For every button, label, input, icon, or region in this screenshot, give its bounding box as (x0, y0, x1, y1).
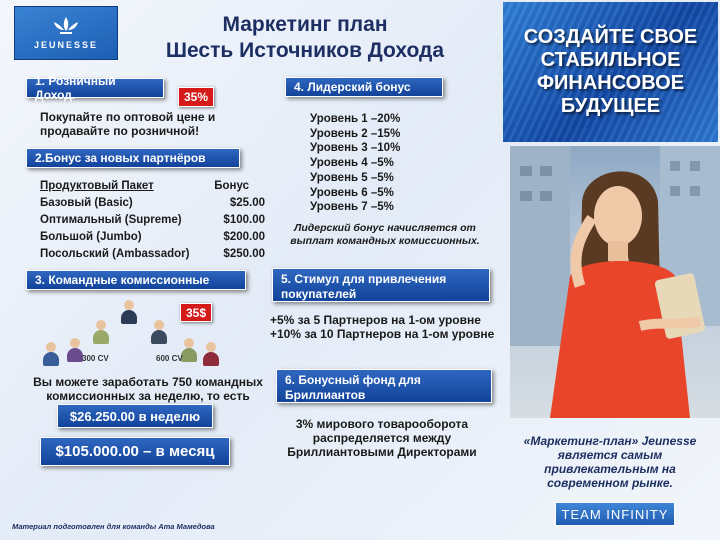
cv-right: 600 CV (156, 354, 183, 363)
package-name: Посольский (Ambassador) (40, 247, 190, 260)
level-item: Уровень 7 –5% (310, 201, 394, 214)
level-item: Уровень 3 –10% (310, 142, 401, 155)
level-item: Уровень 2 –15% (310, 127, 401, 140)
team-text-2: комиссионных за неделю, то есть (46, 389, 250, 403)
weekly-amount: $26.250.00 в неделю (57, 404, 213, 428)
bonus-pool-line-3: Бриллиантовыми Директорами (287, 445, 477, 459)
person-icon (42, 342, 60, 368)
person-icon (92, 320, 110, 346)
person-icon (202, 342, 220, 368)
retail-text-1: Покупайте по оптовой цене и (40, 110, 216, 124)
col-package: Продуктовый Пакет (40, 179, 154, 192)
package-bonus: $25.00 (229, 196, 265, 209)
bonus-table (40, 177, 265, 262)
jeunesse-logo (14, 6, 118, 60)
fleur-de-lis-icon (51, 16, 81, 38)
footer-credit: Материал подготовлен для команды Ата Мамедова (12, 522, 215, 531)
slogan-line-4: современном рынке. (547, 476, 673, 490)
leader-note (270, 222, 500, 248)
panel-line-3: ФИНАНСОВОЕ (536, 72, 685, 94)
leader-levels (310, 112, 400, 215)
slogan-line-3: привлекательным на (544, 462, 676, 476)
level-item: Уровень 5 –5% (310, 171, 394, 184)
bonus-pool-header-1: 6. Бонусный фонд для (285, 373, 421, 387)
team-badge: 35$ (180, 303, 212, 322)
retail-header: 1. Розничный Доход. (26, 78, 164, 98)
logo-text: JEUNESSE (33, 40, 99, 50)
team-header: 3. Командные комиссионные (26, 270, 246, 290)
team-text (18, 375, 278, 403)
level-item: Уровень 1 –20% (310, 113, 401, 125)
stimulus-header-2: покупателей (281, 287, 357, 301)
package-bonus: $200.00 (223, 230, 265, 243)
slogan-line-2: является самым (557, 448, 663, 462)
retail-text-2: продавайте по розничной! (40, 124, 200, 138)
package-name: Оптимальный (Supreme) (40, 213, 182, 226)
stimulus-line-1: +5% за 5 Партнеров на 1-ом уровне (270, 313, 481, 327)
cv-left: 300 CV (82, 354, 109, 363)
level-item: Уровень 6 –5% (310, 186, 394, 199)
team-infinity-logo: TEAM INFINITY (555, 502, 675, 526)
package-name: Большой (Jumbo) (40, 230, 142, 243)
table-row (40, 228, 265, 245)
panel-line-4: БУДУЩЕЕ (560, 95, 661, 117)
bonus-pool-line-2: распределяется между (312, 431, 452, 445)
panel-line-2: СТАБИЛЬНОЕ (540, 49, 681, 71)
monthly-amount: $105.000.00 – в месяц (40, 437, 230, 466)
team-tree (40, 298, 230, 370)
page-title: Маркетинг план (222, 13, 388, 36)
bonus-table-header (40, 177, 265, 194)
table-row (40, 211, 265, 228)
panel-line-1: СОЗДАЙТЕ СВОЕ (523, 26, 698, 48)
level-item: Уровень 4 –5% (310, 157, 394, 170)
stimulus-header (272, 268, 490, 302)
slogan-panel (503, 2, 718, 142)
leader-header: 4. Лидерский бонус (285, 77, 443, 97)
table-row (40, 194, 265, 211)
package-name: Базовый (Basic) (40, 196, 133, 209)
stimulus-header-1: 5. Стимул для привлечения (281, 272, 447, 286)
slogan-text (510, 434, 710, 490)
bonus-pool-header (276, 369, 492, 403)
bonus-pool-text (272, 417, 492, 459)
page-subtitle: Шесть Источников Дохода (165, 39, 445, 62)
leader-note-2: выплат командных комиссионных. (290, 235, 480, 247)
col-bonus: Бонус (214, 179, 249, 192)
woman-photo (510, 146, 720, 418)
team-text-1: Вы можете заработать 750 командных (33, 375, 263, 389)
package-bonus: $100.00 (223, 213, 265, 226)
bonus-pool-header-2: Бриллиантов (285, 388, 366, 402)
person-icon (150, 320, 168, 346)
new-partners-header: 2.Бонус за новых партнёров (26, 148, 240, 168)
leader-note-1: Лидерский бонус начисляется от (294, 222, 476, 234)
woman-illustration-icon (510, 146, 720, 418)
package-bonus: $250.00 (223, 247, 265, 260)
bonus-pool-line-1: 3% мирового товарооборота (295, 417, 469, 431)
retail-badge: 35% (178, 87, 214, 107)
stimulus-line-2: +10% за 10 Партнеров на 1-ом уровне (270, 327, 495, 341)
person-icon (120, 300, 138, 326)
slogan-line-1: «Маркетинг-план» Jeunesse (523, 434, 697, 448)
table-row (40, 245, 265, 262)
